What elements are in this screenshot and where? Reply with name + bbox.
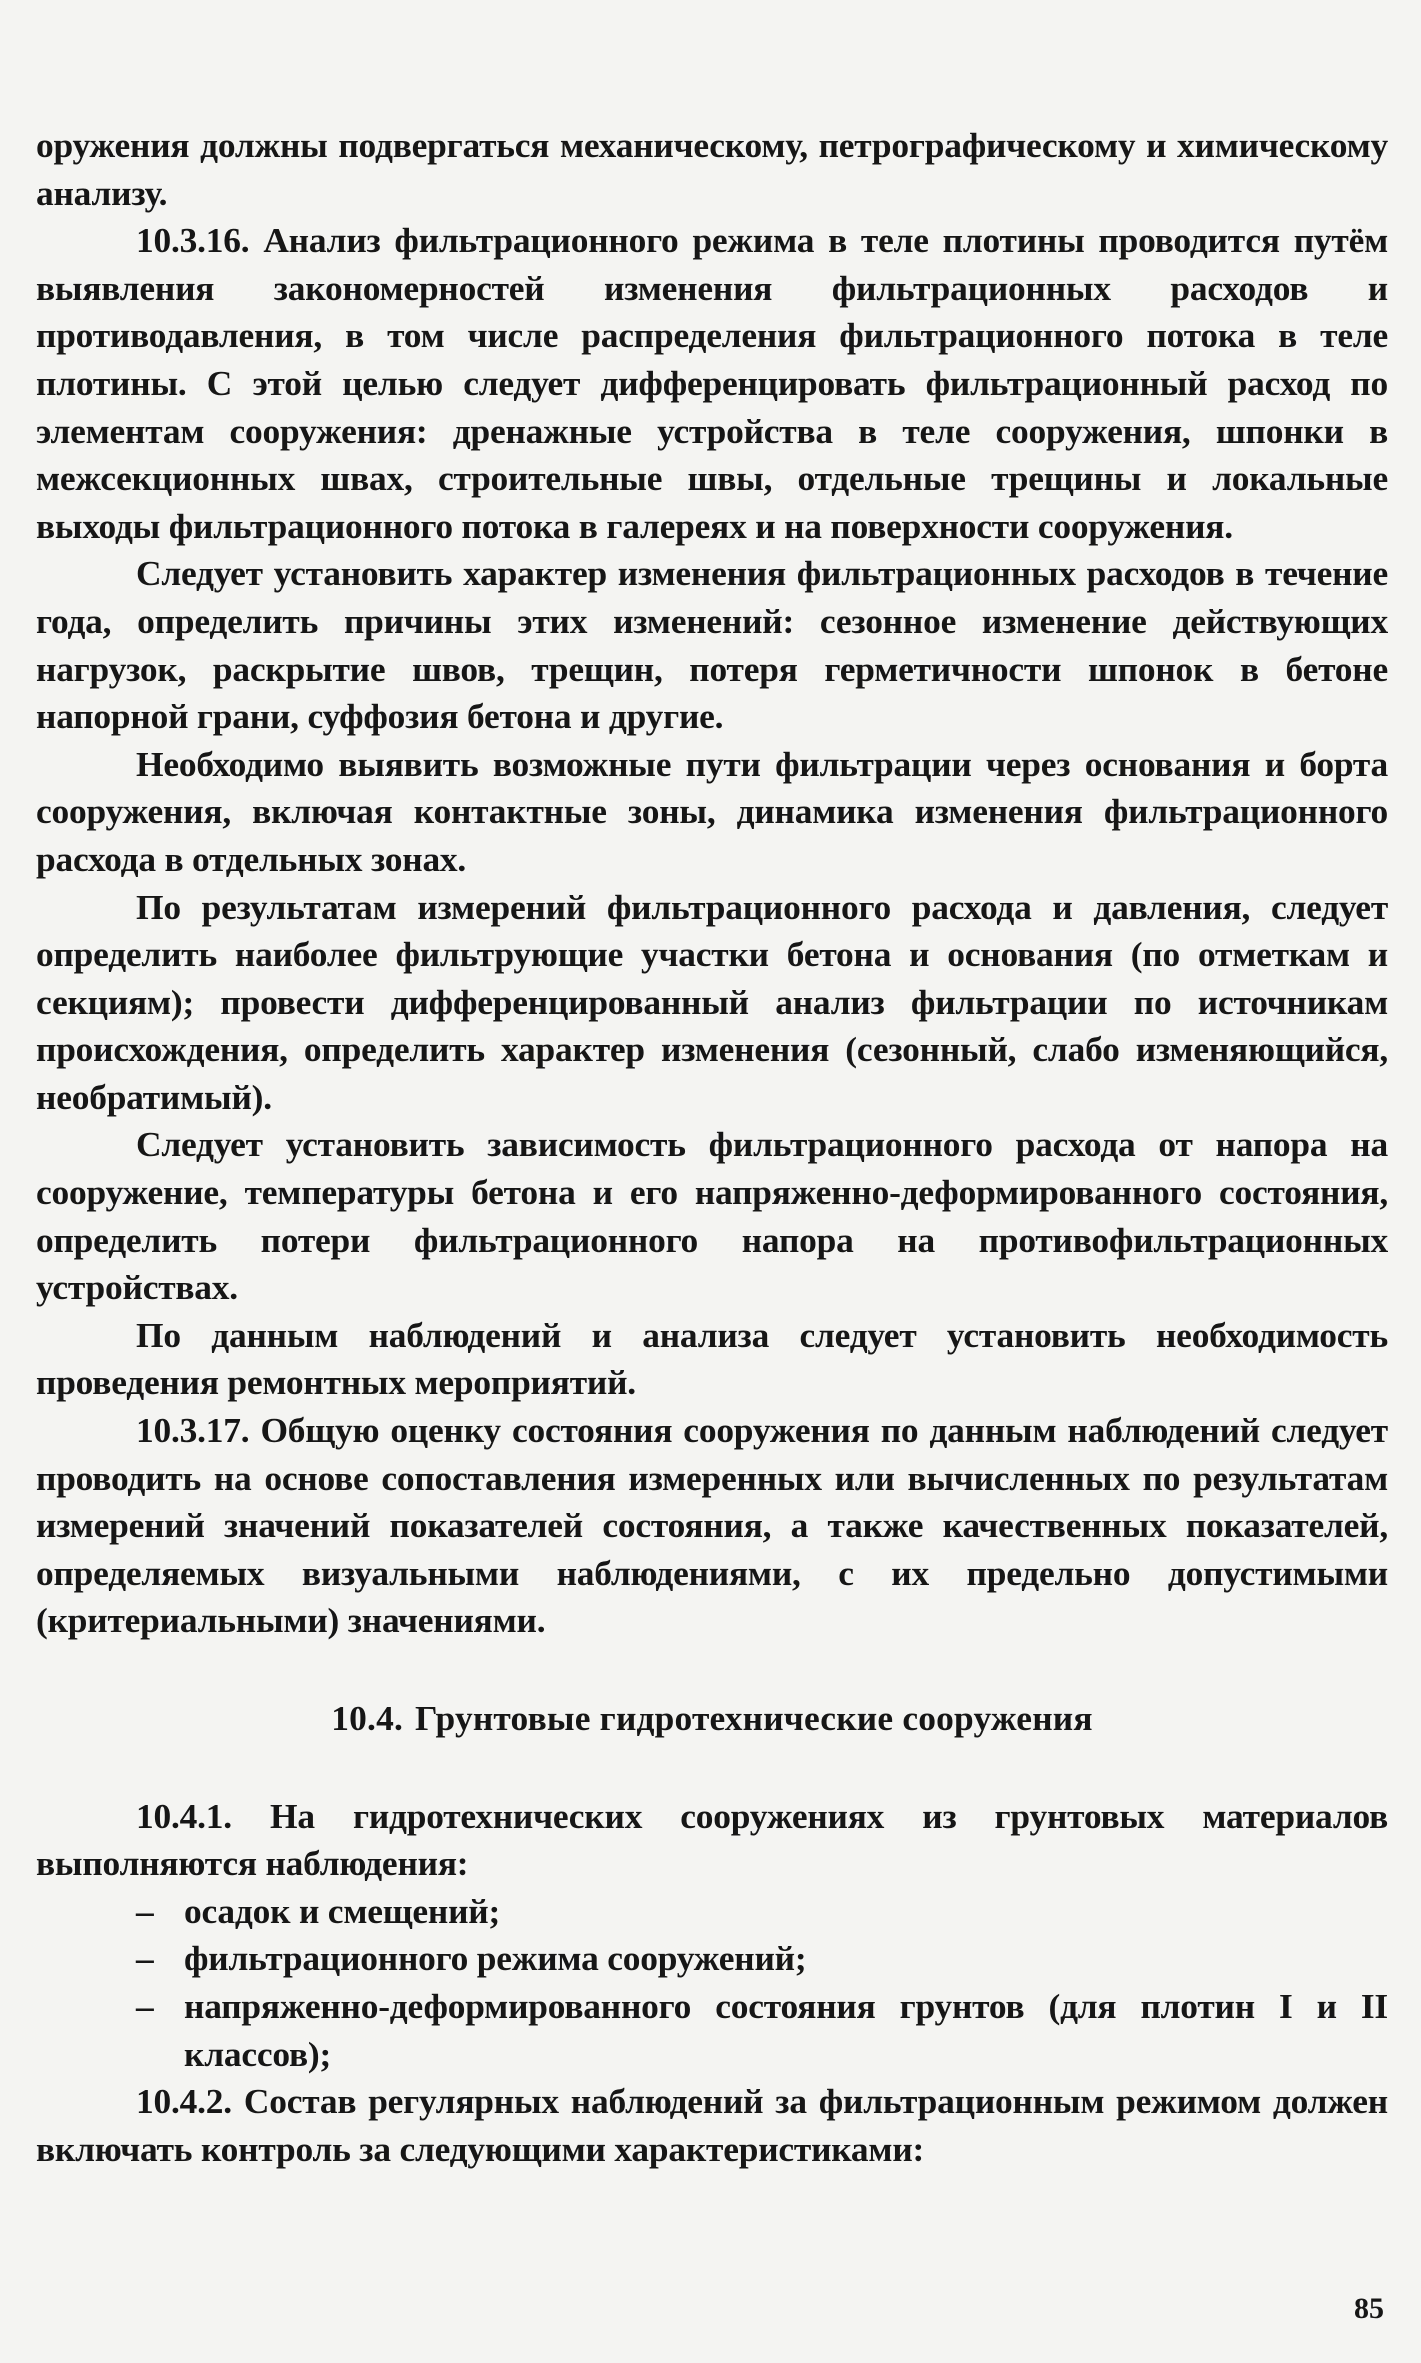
clause-10-3-17 [36, 1407, 1388, 1645]
clause-10-4-2 [36, 2078, 1388, 2173]
paragraph-text: оружения должны подвергаться механическому, петрографическому и химическому анализу. [36, 125, 1388, 213]
clause-number: 10.3.16. [136, 220, 250, 261]
clause-number: 10.4.1. [136, 1795, 232, 1836]
clause-number: 10.4.2. [136, 2081, 232, 2122]
paragraph-text: Состав регулярных наблюдений за фильтрационным режимом должен включать контроль за следующими характеристиками: [36, 2081, 1388, 2169]
paragraph-text: Следует установить зависимость фильтрационного расхода от напора на сооружение, температуры бетона и его напряженно-деформированного состояния, определить потери фильтрационного напора на противофильтрационных устройствах. [36, 1124, 1388, 1308]
section-title: Грунтовые гидротехнические сооружения [415, 1698, 1093, 1738]
paragraph [36, 1312, 1388, 1407]
paragraph [36, 741, 1388, 884]
paragraph-text: Анализ фильтрационного режима в теле плотины проводится путём выявления закономерностей изменения фильтрационных расходов и противодавления, в том числе распределения фильтрационного потока в теле плотины. С этой целью следует дифференцировать фильтрационный расход по элементам сооружения: дренажные устройства в теле сооружения, шпонки в межсекционных швах, строительные швы, отдельные трещины и локальные выходы фильтрационного потока в галереях и на поверхности сооружения. [36, 220, 1388, 546]
clause-number: 10.3.17. [136, 1410, 250, 1451]
paragraph-text: По результатам измерений фильтрационного расхода и давления, следует определить наиболее фильтрующие участки бетона и основания (по отметкам и секциям); провести дифференцированный анализ фильтрации по источникам происхождения, определить характер изменения (сезонный, слабо изменяющийся, необратимый). [36, 886, 1388, 1117]
paragraph-text: Общую оценку состояния сооружения по данным наблюдений следует проводить на основе сопоставления измеренных или вычисленных по результатам измерений значений показателей состояния, а также качественных показателей, определяемых визуальными наблюдениями, с их предельно допустимыми (критериальными) значениями. [36, 1410, 1388, 1641]
observation-list [36, 1888, 1388, 2078]
paragraph-continuation [36, 122, 1388, 217]
document-body [36, 122, 1388, 2173]
paragraph [36, 550, 1388, 740]
clause-10-4-1 [36, 1793, 1388, 1888]
list-item: – фильтрационного режима сооружений; [36, 1935, 1388, 1983]
paragraph [36, 1121, 1388, 1311]
section-number: 10.4. [331, 1698, 404, 1738]
paragraph-text: Следует установить характер изменения фильтрационных расходов в течение года, определить причины этих изменений: сезонное изменение действующих нагрузок, раскрытие швов, трещин, потеря герметичности шпонок в бетоне напорной грани, суффозия бетона и другие. [36, 553, 1388, 737]
clause-10-3-16 [36, 217, 1388, 550]
paragraph-text: Необходимо выявить возможные пути фильтрации через основания и борта сооружения, включая контактные зоны, динамика изменения фильтрационного расхода в отдельных зонах. [36, 743, 1388, 879]
section-heading [36, 1695, 1388, 1743]
page-number: 85 [1354, 2292, 1384, 2325]
list-item: – осадок и смещений; [36, 1888, 1388, 1936]
list-item: – напряженно-деформированного состояния грунтов (для плотин I и II классов); [36, 1983, 1388, 2078]
paragraph-text: На гидротехнических сооружениях из грунтовых материалов выполняются наблюдения: [36, 1795, 1388, 1884]
paragraph-text: По данным наблюдений и анализа следует установить необходимость проведения ремонтных мероприятий. [36, 1314, 1388, 1403]
paragraph [36, 884, 1388, 1122]
